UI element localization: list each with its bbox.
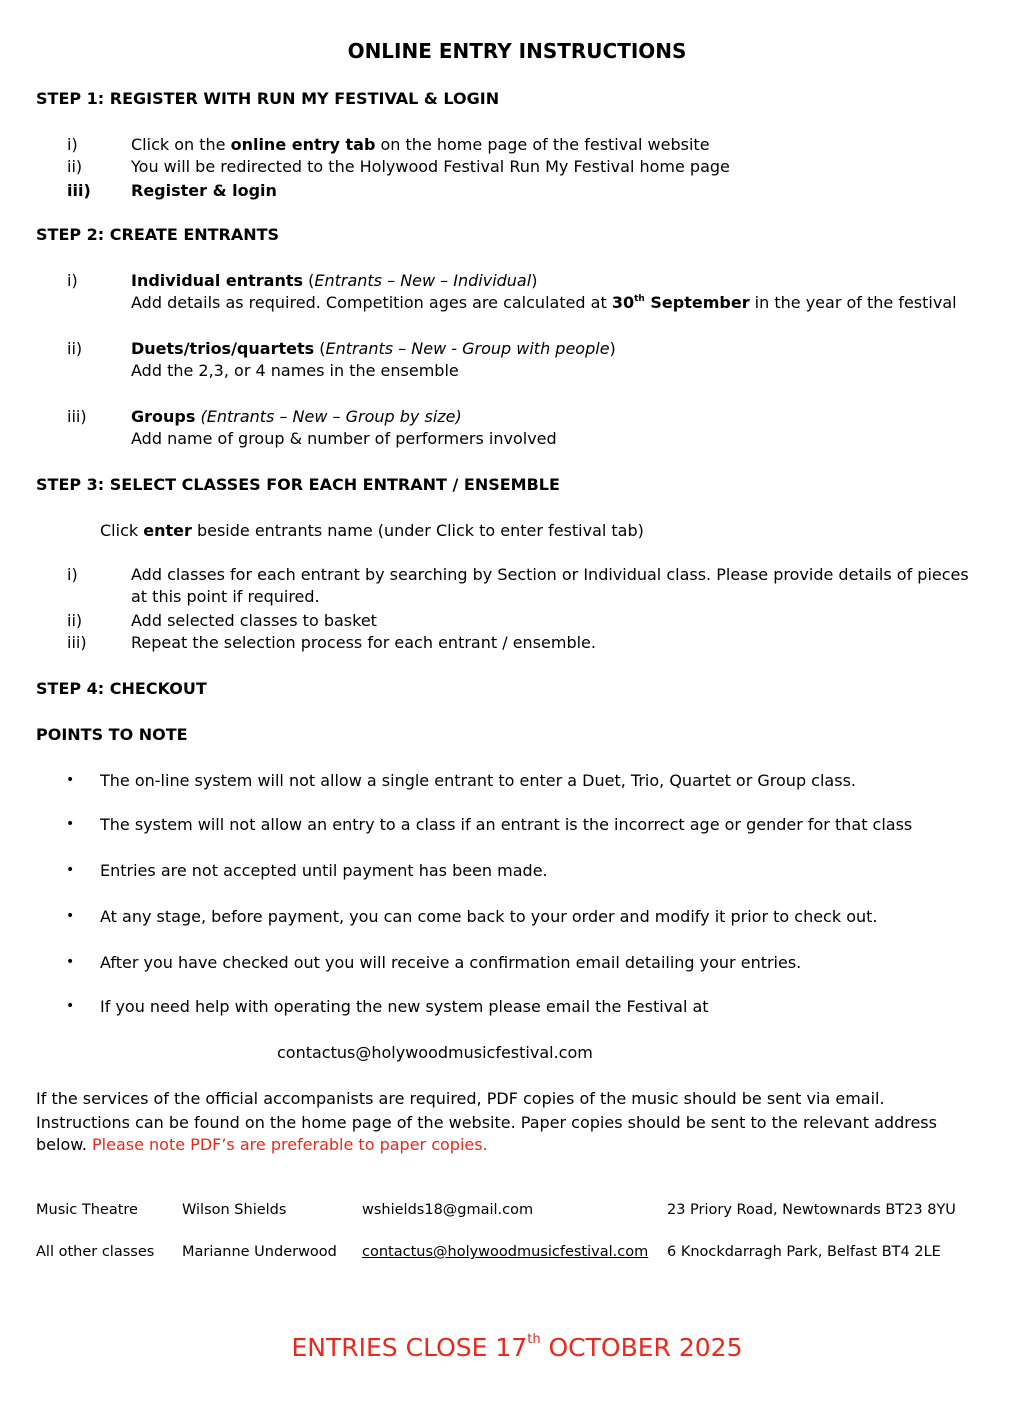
step1-item-1 bbox=[131, 135, 710, 154]
step3-item-2: Add selected classes to basket bbox=[131, 611, 377, 630]
step1-item-2: You will be redirected to the Holywood Festival Run My Festival home page bbox=[131, 157, 730, 176]
individual-entrants-label: Individual entrants bbox=[131, 271, 304, 290]
step2-item-2-title bbox=[131, 339, 616, 358]
step1-item-1-post: on the home page of the festival website bbox=[375, 135, 710, 154]
step3-intro bbox=[100, 521, 644, 540]
contact-1-name: Wilson Shields bbox=[182, 1202, 287, 1218]
step3-heading: STEP 3: SELECT CLASSES FOR EACH ENTRANT / ENSEMBLE bbox=[36, 475, 560, 494]
points-heading: POINTS TO NOTE bbox=[36, 725, 188, 744]
online-entry-tab-text: online entry tab bbox=[230, 135, 376, 154]
bullet-icon: • bbox=[66, 816, 75, 832]
individual-entrants-path: Entrants – New – Individual bbox=[314, 271, 532, 290]
point-2: The system will not allow an entry to a class if an entrant is the incorrect age or gender for that class bbox=[100, 815, 913, 834]
contact-1-email[interactable]: wshields18@gmail.com bbox=[362, 1202, 534, 1218]
contact-2-address: 6 Knockdarragh Park, Belfast BT4 2LE bbox=[667, 1244, 941, 1260]
step2-item-2-number: ii) bbox=[67, 339, 83, 358]
contact-1-address: 23 Priory Road, Newtownards BT23 8YU bbox=[667, 1202, 956, 1218]
step3-item-3-number: iii) bbox=[67, 633, 87, 652]
age-note-pre: Add details as required. Competition ages are calculated at bbox=[131, 293, 612, 312]
accompanist-line-3 bbox=[36, 1135, 488, 1154]
step1-item-1-number: i) bbox=[67, 135, 78, 154]
paren-open: ( bbox=[314, 339, 326, 358]
bullet-icon: • bbox=[66, 998, 75, 1014]
accompanist-line-3-pre: below. bbox=[36, 1135, 93, 1154]
paren-close: ) bbox=[531, 271, 538, 290]
step2-item-3-number: iii) bbox=[67, 407, 87, 426]
pdf-preference-note: Please note PDF’s are preferable to paper copies. bbox=[92, 1135, 488, 1154]
step2-item-2-detail: Add the 2,3, or 4 names in the ensemble bbox=[131, 361, 459, 380]
step3-intro-pre: Click bbox=[100, 521, 144, 540]
entries-close-pre: ENTRIES CLOSE 17 bbox=[291, 1333, 528, 1362]
step3-item-1-line1: Add classes for each entrant by searching by Section or Individual class. Please provide details of pieces bbox=[131, 565, 969, 584]
step2-item-3-detail: Add name of group & number of performers involved bbox=[131, 429, 557, 448]
step1-heading: STEP 1: REGISTER WITH RUN MY FESTIVAL & LOGIN bbox=[36, 89, 500, 108]
paren-open: ( bbox=[303, 271, 315, 290]
enter-word: enter bbox=[143, 521, 192, 540]
entries-close-banner bbox=[0, 1333, 1034, 1362]
step3-item-1-line2: at this point if required. bbox=[131, 587, 320, 606]
step3-intro-post: beside entrants name (under Click to enter festival tab) bbox=[191, 521, 644, 540]
groups-label: Groups bbox=[131, 407, 196, 426]
help-email[interactable]: contactus@holywoodmusicfestival.com bbox=[277, 1043, 593, 1062]
step2-item-1-detail bbox=[131, 293, 957, 312]
groups-path: (Entrants – New – Group by size) bbox=[195, 407, 462, 426]
accompanist-line-1: If the services of the official accompanists are required, PDF copies of the music should be sent via email. bbox=[36, 1089, 885, 1108]
paren-close: ) bbox=[609, 339, 616, 358]
step2-item-1-number: i) bbox=[67, 271, 78, 290]
step2-item-1-title bbox=[131, 271, 537, 290]
step1-item-2-number: ii) bbox=[67, 157, 83, 176]
point-1: The on-line system will not allow a single entrant to enter a Duet, Trio, Quartet or Group class. bbox=[100, 771, 856, 790]
step3-item-2-number: ii) bbox=[67, 611, 83, 630]
contact-1-section: Music Theatre bbox=[36, 1202, 138, 1218]
entries-close-suffix: th bbox=[527, 1332, 541, 1347]
step3-item-3: Repeat the selection process for each entrant / ensemble. bbox=[131, 633, 596, 652]
step3-item-1-number: i) bbox=[67, 565, 78, 584]
entries-close-post: OCTOBER 2025 bbox=[540, 1333, 743, 1362]
bullet-icon: • bbox=[66, 772, 75, 788]
step2-item-3-title bbox=[131, 407, 462, 426]
bullet-icon: • bbox=[66, 908, 75, 924]
duets-label: Duets/trios/quartets bbox=[131, 339, 315, 358]
duets-path: Entrants – New - Group with people bbox=[325, 339, 610, 358]
step1-item-3: Register & login bbox=[131, 181, 277, 200]
age-date-month: September bbox=[644, 293, 750, 312]
step1-item-1-pre: Click on the bbox=[131, 135, 231, 154]
point-4: At any stage, before payment, you can come back to your order and modify it prior to check out. bbox=[100, 907, 878, 926]
contact-2-name: Marianne Underwood bbox=[182, 1244, 337, 1260]
contact-2-section: All other classes bbox=[36, 1244, 155, 1260]
page-title: ONLINE ENTRY INSTRUCTIONS bbox=[347, 39, 687, 63]
accompanist-line-2: Instructions can be found on the home page of the website. Paper copies should be sent to the relevant address bbox=[36, 1113, 937, 1132]
point-5: After you have checked out you will receive a confirmation email detailing your entries. bbox=[100, 953, 802, 972]
step1-item-3-number: iii) bbox=[67, 181, 91, 200]
contact-2-email-link[interactable]: contactus@holywoodmusicfestival.com bbox=[362, 1244, 649, 1260]
age-date-day: 30 bbox=[611, 293, 635, 312]
bullet-icon: • bbox=[66, 954, 75, 970]
step2-heading: STEP 2: CREATE ENTRANTS bbox=[36, 225, 280, 244]
point-6: If you need help with operating the new system please email the Festival at bbox=[100, 997, 709, 1016]
bullet-icon: • bbox=[66, 862, 75, 878]
age-note-post: in the year of the festival bbox=[749, 293, 957, 312]
age-date-suffix: th bbox=[634, 294, 645, 304]
point-3: Entries are not accepted until payment has been made. bbox=[100, 861, 548, 880]
step4-heading: STEP 4: CHECKOUT bbox=[36, 679, 207, 698]
